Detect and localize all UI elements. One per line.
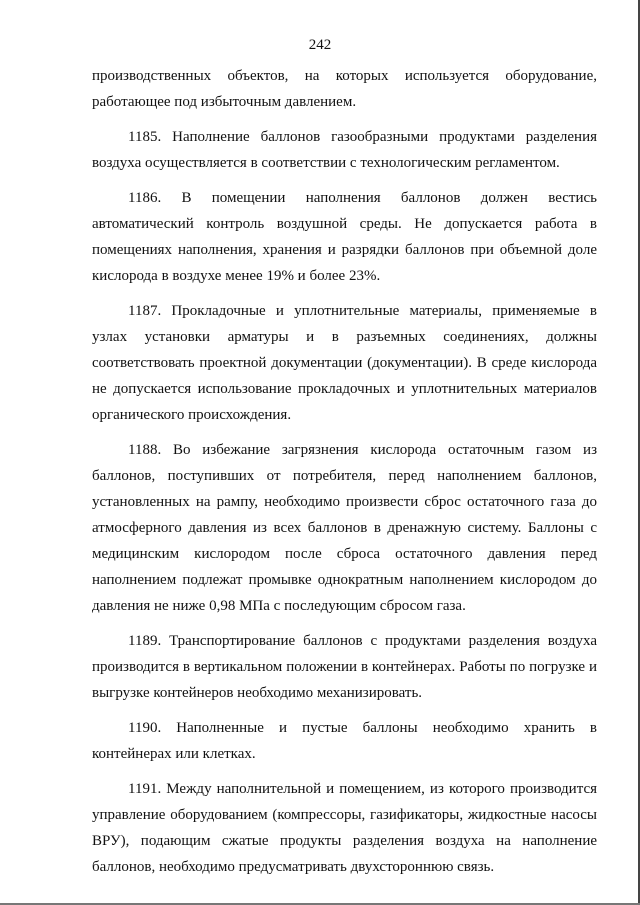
paragraph-1190: 1190. Наполненные и пустые баллоны необходимо хранить в контейнерах или клетках. [92, 720, 597, 762]
paragraph-1188: 1188. Во избежание загрязнения кислорода остаточным газом из баллонов, поступивших от потребителя, перед наполнением баллонов, установленных на рампу, необходимо произвести сброс остаточного газа до атмосферного давления из всех баллонов в дренажную систему. Баллоны с медицинским кислородом после сброса остаточного давления перед наполнением подлежат промывке однократным наполнением кислородом до давления не ниже 0,98 МПа с последующим сбросом газа. [92, 442, 597, 614]
document-body [92, 63, 597, 889]
paragraph-1186: 1186. В помещении наполнения баллонов должен вестись автоматический контроль воздушной среды. Не допускается работа в помещениях наполнения, хранения и разрядки баллонов при объемной доле кислорода в воздухе менее 19% и более 23%. [92, 190, 597, 284]
paragraph-1185: 1185. Наполнение баллонов газообразными продуктами разделения воздуха осуществляется в соответствии с технологическим регламентом. [92, 129, 597, 171]
paragraph-continuation: производственных объектов, на которых используется оборудование, работающее под избыточным давлением. [92, 68, 597, 110]
paragraph-1191: 1191. Между наполнительной и помещением, из которого производится управление оборудованием (компрессоры, газификаторы, жидкостные насосы ВРУ), подающим сжатые продукты разделения воздуха на наполнение баллонов, необходимо предусматривать двухстороннюю связь. [92, 781, 597, 875]
page-number: 242 [308, 37, 332, 53]
paragraph-1187: 1187. Прокладочные и уплотнительные материалы, применяемые в узлах установки арматуры и в разъемных соединениях, должны соответствовать проектной документации (документации). В среде кислорода не допускается использование прокладочных и уплотнительных материалов органического происхождения. [92, 303, 597, 423]
paragraph-1189: 1189. Транспортирование баллонов с продуктами разделения воздуха производится в вертикальном положении в контейнерах. Работы по погрузке и выгрузке контейнеров необходимо механизировать. [92, 633, 597, 701]
